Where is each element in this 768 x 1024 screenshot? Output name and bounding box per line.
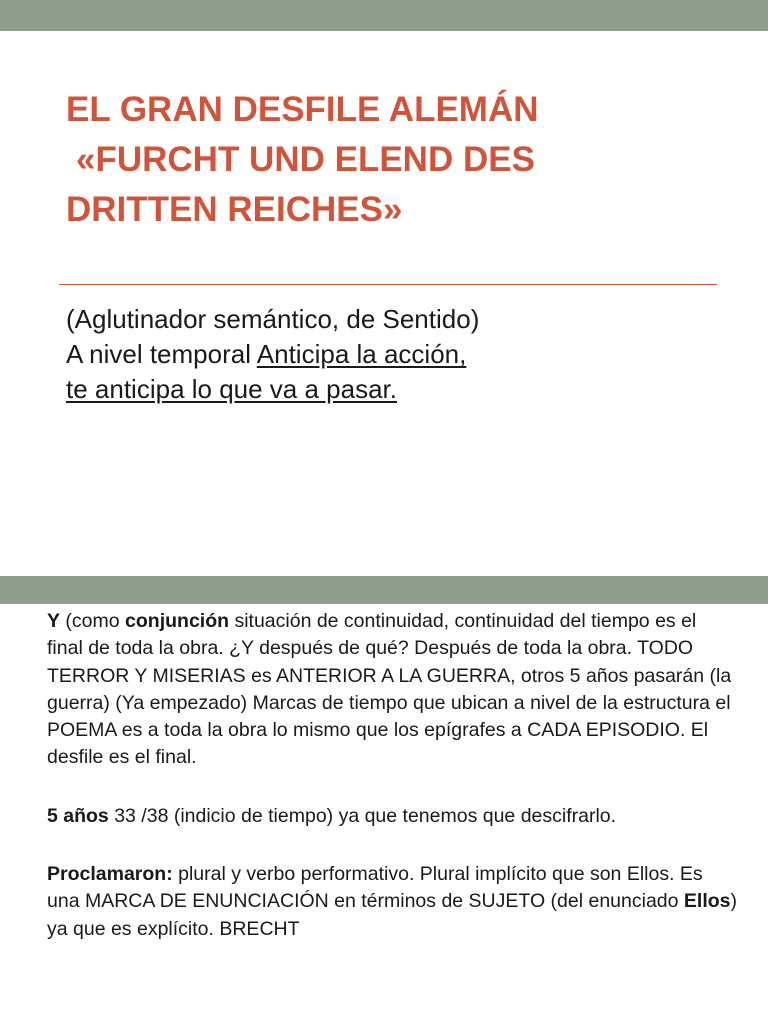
paragraph-text: 33 /38 (indicio de tiempo) ya que tenemos que descifrarlo.: [108, 804, 617, 827]
term-conjuncion: conjunción: [125, 610, 230, 632]
paragraph-text: ) ya que es explícito. BRECHT: [47, 890, 738, 940]
slide-1: [0, 31, 768, 576]
term-ellos: Ellos: [683, 890, 731, 913]
slide-2-body: [47, 608, 737, 943]
term-5-anos: 5 años: [47, 804, 109, 827]
subtitle-line-2-underlined: Anticipa la acción,: [256, 339, 467, 369]
slide-subtitle: [66, 302, 726, 407]
paragraph-text: plural y verbo performativo. Plural implícito que son Ellos. Es una MARCA DE ENUNCIACIÓN en términos de SUJETO (del enunciado: [47, 863, 703, 913]
subtitle-line-2-plain: A nivel temporal: [66, 339, 257, 369]
paragraph-text: situación de continuidad, continuidad del tiempo es el final de toda la obra. ¿Y después de qué? Después de toda la obra. TODO TERROR Y MISERIAS es ANTERIOR A LA GUERRA, otros 5 años pasarán (la guerra) (Ya empezado) Marcas de tiempo que ubican a nivel de la estructura el POEMA es a toda la obra lo mismo que los epígrafes a CADA EPISODIO. El desfile es el final.: [47, 610, 732, 769]
term-proclamaron: Proclamaron:: [47, 863, 173, 886]
title-line-1: EL GRAN DESFILE ALEMÁN: [66, 90, 539, 129]
subtitle-line-3: te anticipa lo que va a pasar.: [66, 374, 398, 404]
paragraph-proclamaron: [47, 861, 737, 943]
paragraph-gap: [47, 830, 737, 861]
title-line-3: DRITTEN REICHES»: [66, 190, 403, 229]
subtitle-line-1: (Aglutinador semántico, de Sentido): [66, 304, 480, 334]
paragraph-cinco-anos: [47, 803, 737, 830]
paragraph-text: (como: [60, 610, 126, 632]
paragraph-gap: [47, 772, 737, 803]
subtitle-line-2: [66, 337, 726, 372]
slide-separator-band: [0, 576, 768, 604]
slide-title: [66, 85, 706, 235]
top-band: [0, 0, 768, 31]
title-line-2: «FURCHT UND ELEND DES: [76, 140, 535, 179]
paragraph-conjuncion: [47, 608, 737, 772]
title-divider: [59, 284, 717, 285]
term-y: Y: [47, 610, 61, 632]
